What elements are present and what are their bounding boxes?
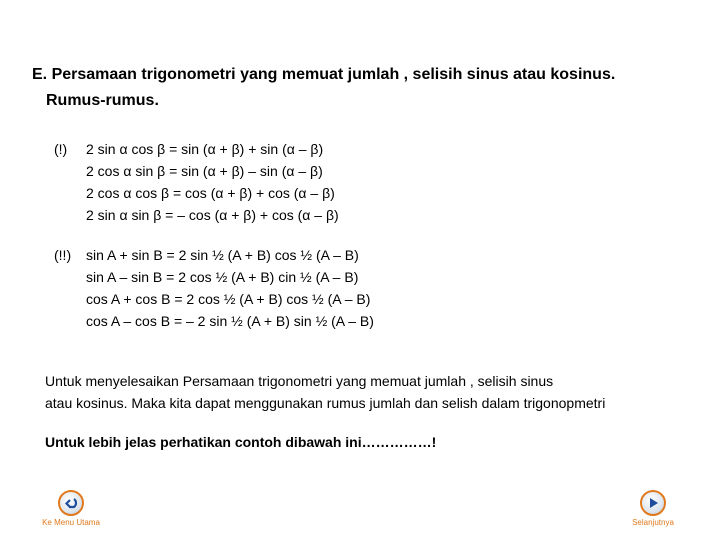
section-title: E. Persamaan trigonometri yang memuat jumlah , selisih sinus atau kosinus. — [32, 66, 616, 83]
home-menu-button[interactable] — [36, 490, 106, 527]
play-icon — [640, 490, 666, 516]
formula-row — [54, 288, 374, 310]
home-menu-label: Ke Menu Utama — [42, 518, 100, 527]
formula-row — [54, 160, 339, 182]
next-button[interactable] — [618, 490, 688, 527]
formula-row — [54, 310, 374, 332]
formula-text: 2 cos α cos β = cos (α + β) + cos (α – β) — [86, 185, 335, 201]
formula-text: sin A – sin B = 2 cos ½ (A + B) cin ½ (A – B) — [86, 269, 359, 285]
formula-row — [54, 244, 374, 266]
formula-group-1 — [54, 138, 339, 226]
formula-group-label: (!) — [54, 141, 68, 157]
example-note: Untuk lebih jelas perhatikan contoh dibawah ini……………! — [45, 434, 437, 450]
formula-text: 2 sin α sin β = – cos (α + β) + cos (α – β) — [86, 207, 339, 223]
formula-group-2 — [54, 244, 374, 332]
formula-row — [54, 266, 374, 288]
back-arrow-icon — [58, 490, 84, 516]
formula-text: cos A + cos B = 2 cos ½ (A + B) cos ½ (A – B) — [86, 291, 371, 307]
section-subtitle: Rumus-rumus. — [46, 92, 159, 109]
formula-row — [54, 138, 339, 160]
next-label: Selanjutnya — [632, 518, 674, 527]
explanation-line-1: Untuk menyelesaikan Persamaan trigonometri yang memuat jumlah , selisih sinus — [45, 373, 554, 389]
formula-text: sin A + sin B = 2 sin ½ (A + B) cos ½ (A – B) — [86, 247, 359, 263]
formula-row — [54, 182, 339, 204]
formula-row — [54, 204, 339, 226]
formula-group-label: (!!) — [54, 247, 72, 263]
formula-text: 2 cos α sin β = sin (α + β) – sin (α – β) — [86, 163, 323, 179]
formula-text: 2 sin α cos β = sin (α + β) + sin (α – β) — [86, 141, 324, 157]
explanation-line-2: atau kosinus. Maka kita dapat menggunakan rumus jumlah dan selish dalam trigonopmetri — [45, 395, 606, 411]
formula-text: cos A – cos B = – 2 sin ½ (A + B) sin ½ (A – B) — [86, 313, 374, 329]
